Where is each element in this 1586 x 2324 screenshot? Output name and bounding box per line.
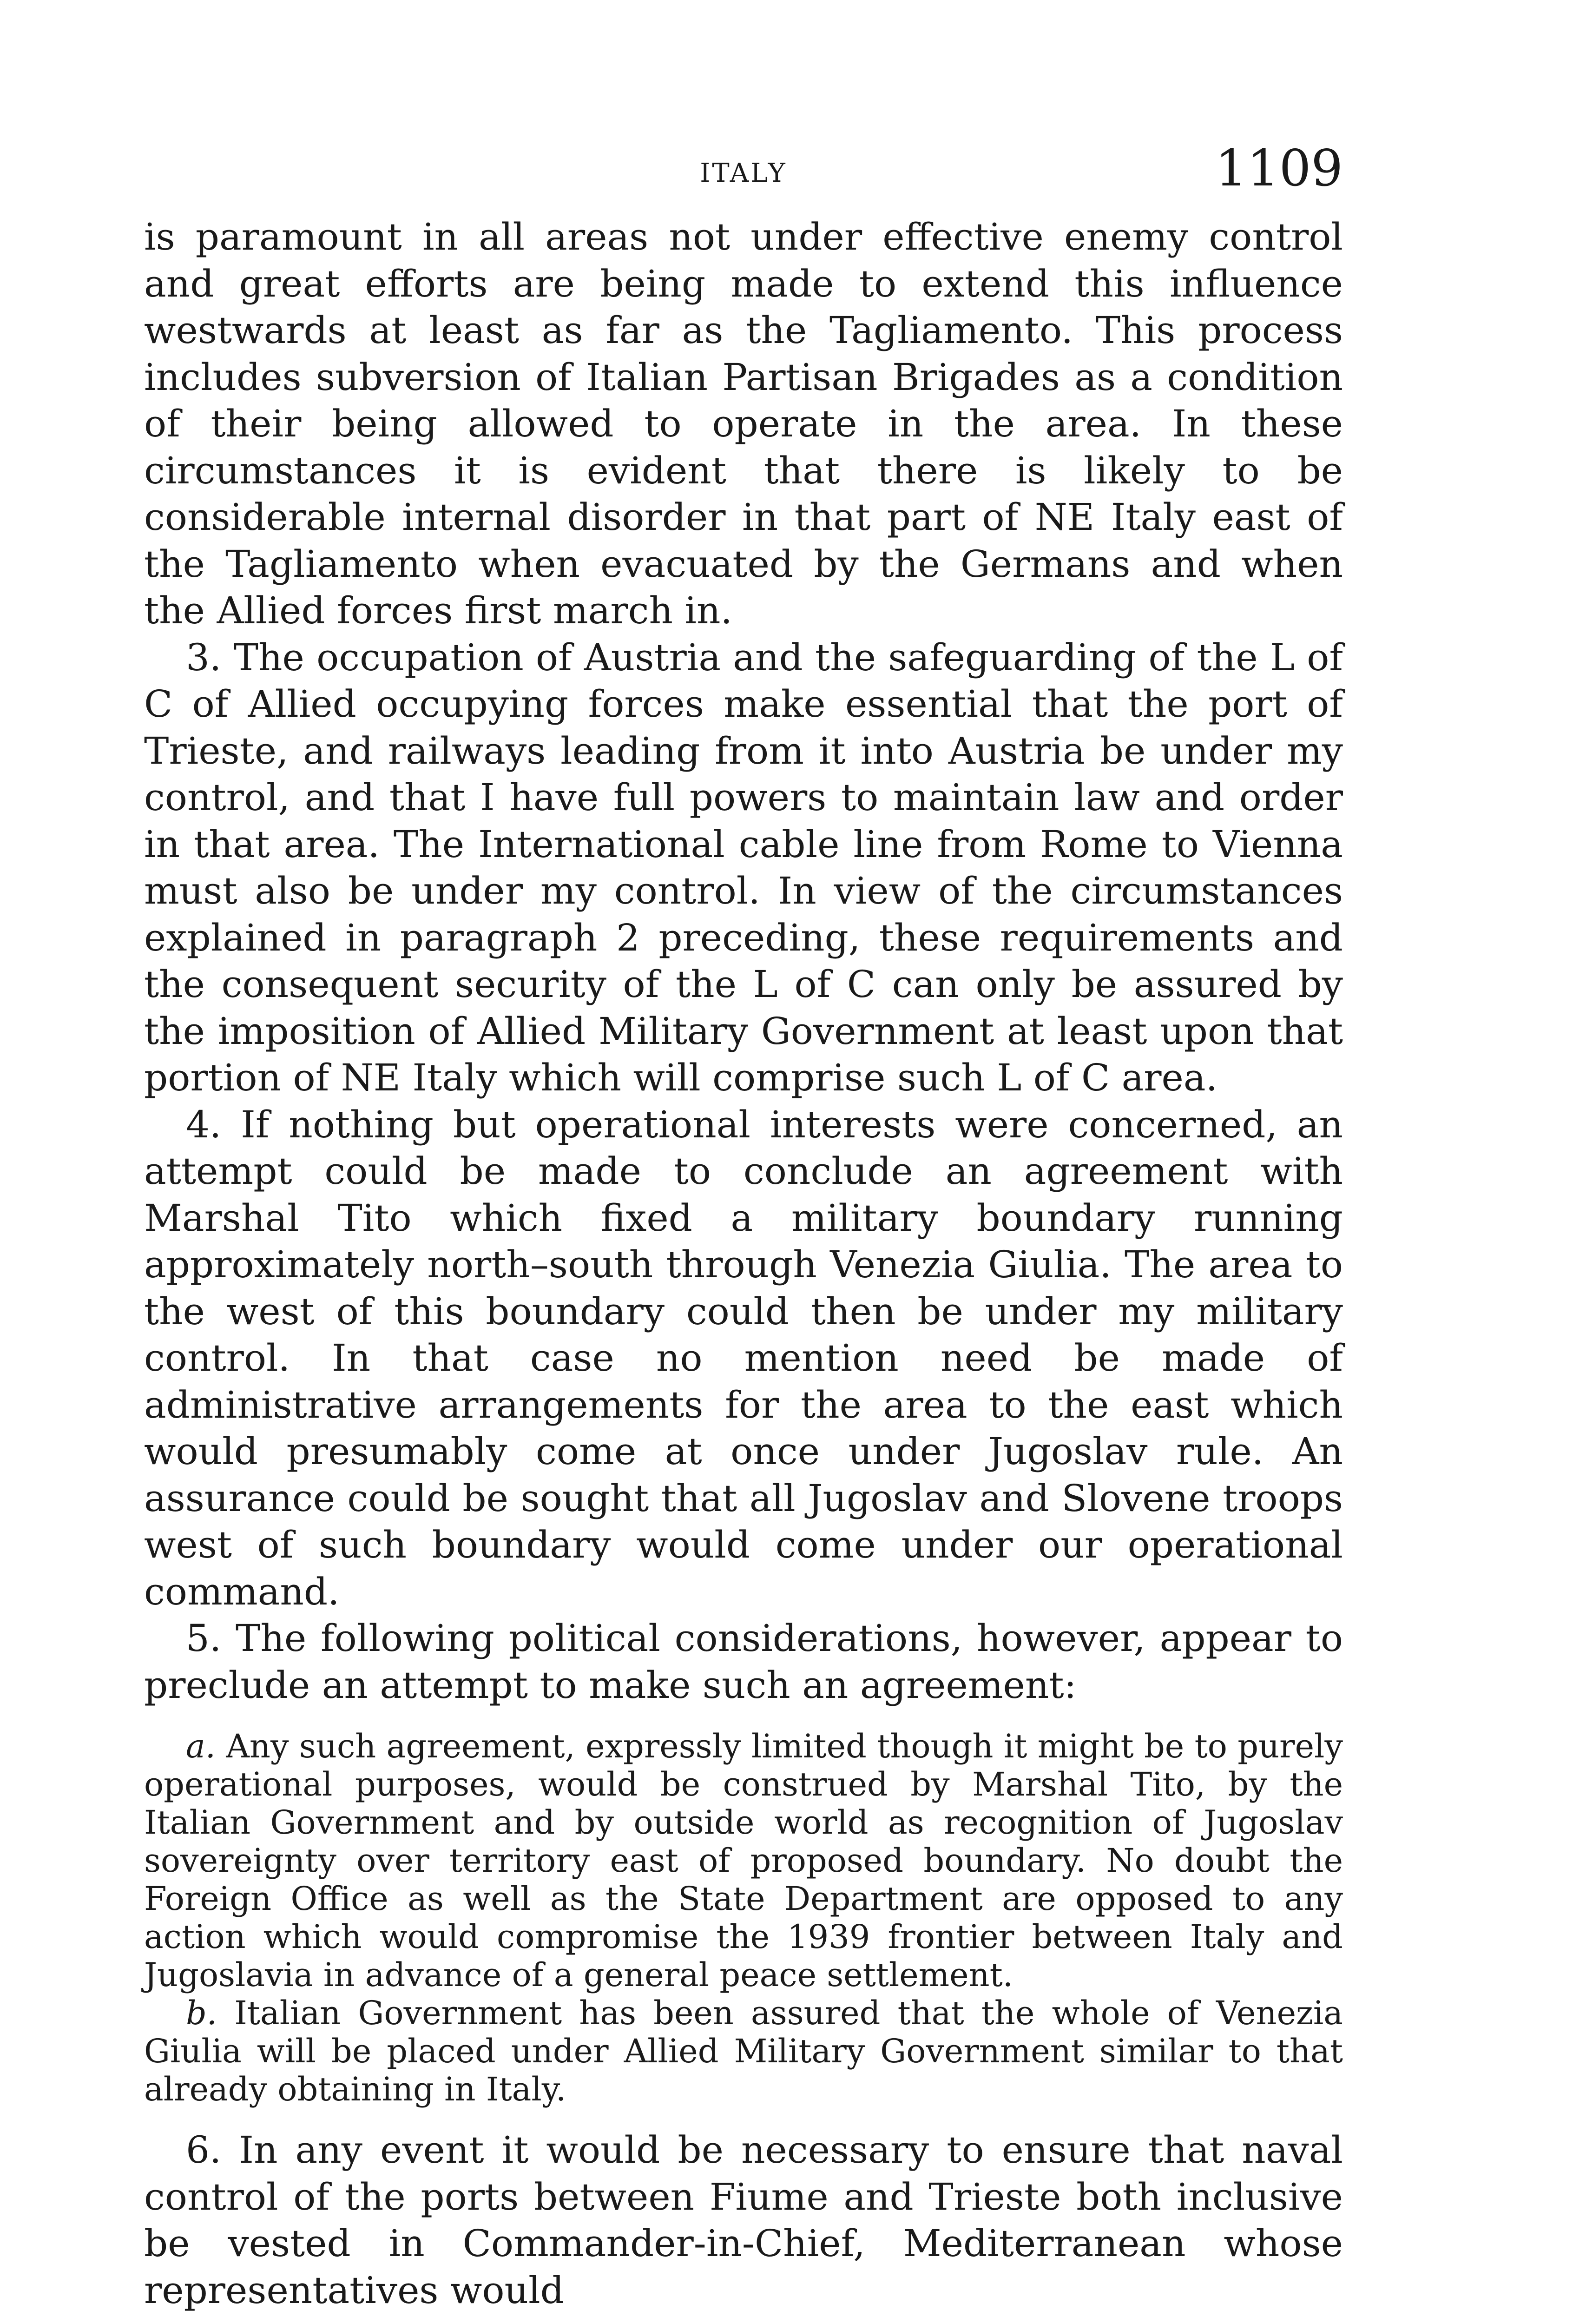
subparagraph-a-letter: a. [186,1727,216,1765]
subparagraph-b [144,1994,1343,2108]
paragraph-6: 6. In any event it would be necessary to ensure that naval control of the ports between Fiume and Trieste both inclusive be vested in Commander-in-Chief, Mediterranean whose representatives would [144,2128,1343,2312]
paragraph-3: 3. The occupation of Austria and the safeguarding of the L of C of Allied occupying forces make essential that the port of Trieste, and railways leading from it into Austria be under my control, and that I have full powers to maintain law and order in that area. The International cable line from Rome to Vienna must also be under my control. In view of the circumstances explained in paragraph 2 preceding, these requirements and the consequent security of the L of C can only be assured by the imposition of Allied Military Government at least upon that portion of NE Italy which will comprise such L of C area. [144,635,1343,1099]
running-title: ITALY [700,158,787,188]
paragraph-4: 4. If nothing but operational interests were concerned, an attempt could be made to conclude an agreement with Marshal Tito which fixed a military boundary running approximately north–south through Venezia Giulia. The area to the west of this boundary could then be under my military control. In that case no mention need be made of administrative arrangements for the area to the east which would presumably come at once under Jugoslav rule. An assurance could be sought that all Jugoslav and Slovene troops west of such boundary would come under our operational command. [144,1103,1343,1613]
body-text [144,214,1343,2314]
paragraph-continuation: is paramount in all areas not under effective enemy control and great efforts are being made to extend this influence westwards at least as far as the Tagliamento. This process includes subversion of Italian Partisan Brigades as a condition of their being allowed to operate in the area. In these circumstances it is evident that there is likely to be considerable internal disorder in that part of NE Italy east of the Tagliamento when evacuated by the Germans and when the Allied forces first march in. [144,215,1343,632]
subparagraph-a-text: Any such agreement, expressly limited though it might be to purely operational purposes, would be construed by Marshal Tito, by the Italian Government and by outside world as recognition of Jugoslav sovereignty over territory east of proposed boundary. No doubt the Foreign Office as well as the State Department are opposed to any action which would compromise the 1939 frontier between Italy and Jugoslavia in advance of a general peace settlement. [144,1727,1343,1994]
page-number: 1109 [1215,139,1343,198]
subparagraph-a [144,1727,1343,1994]
subparagraph-b-text: Italian Government has been assured that the whole of Venezia Giulia will be placed under Allied Military Government similar to that already obtaining in Italy. [144,1994,1343,2108]
running-head [144,139,1343,205]
paragraph-5: 5. The following political considerations, however, appear to preclude an attempt to make such an agreement: [144,1617,1343,1707]
subparagraph-b-letter: b. [186,1994,217,2032]
subparagraph-list [144,1727,1343,2108]
